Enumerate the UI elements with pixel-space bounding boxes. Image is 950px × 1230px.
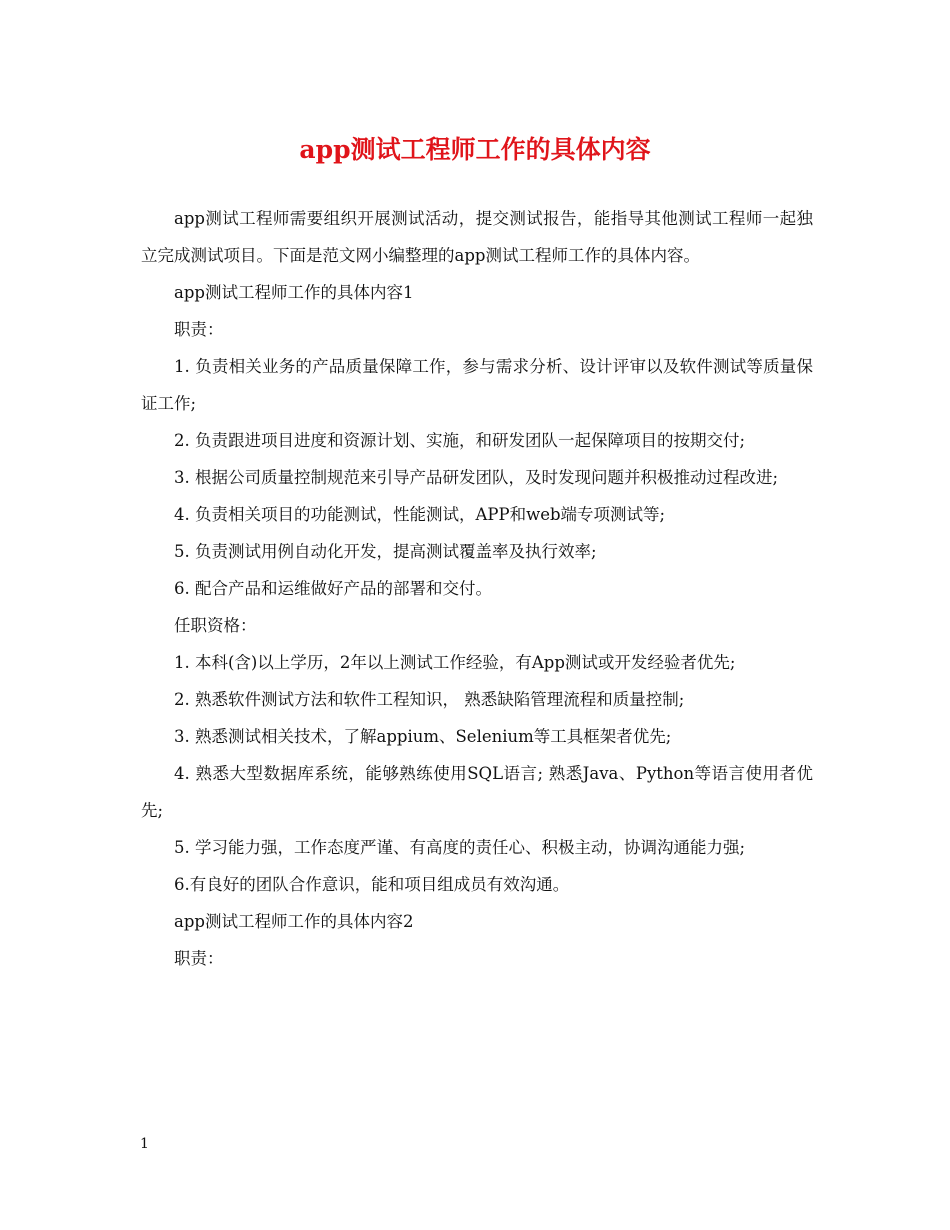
duty-item-6: 6. 配合产品和运维做好产品的部署和交付。 [174,579,492,598]
qualification-item-3: 3. 熟悉测试相关技术，了解appium、Selenium等工具框架者优先; [174,727,672,746]
duties-label-2: 职责： [174,949,224,968]
qualification-item-6: 6.有良好的团队合作意识，能和项目组成员有效沟通。 [174,875,570,894]
duty-item-1: 1. 负责相关业务的产品质量保障工作，参与需求分析、设计评审以及软件测试等质量保证工作; [141,357,813,413]
page-number: 1 [140,1136,149,1152]
duty-item-4: 4. 负责相关项目的功能测试，性能测试，APP和web端专项测试等; [174,505,666,524]
duty-item-5: 5. 负责测试用例自动化开发，提高测试覆盖率及执行效率; [174,542,597,561]
qualification-item-5: 5. 学习能力强，工作态度严谨、有高度的责任心、积极主动，协调沟通能力强; [174,838,746,857]
document-body [141,200,813,977]
duty-item-3: 3. 根据公司质量控制规范来引导产品研发团队，及时发现问题并积极推动过程改进; [174,468,779,487]
qualification-item-1: 1. 本科(含)以上学历，2年以上测试工作经验，有App测试或开发经验者优先; [174,653,736,672]
qualification-item-2: 2. 熟悉软件测试方法和软件工程知识， 熟悉缺陷管理流程和质量控制; [174,690,685,709]
section-heading-1: app测试工程师工作的具体内容1 [174,283,414,302]
duties-label-1: 职责： [174,320,224,339]
qualification-item-4: 4. 熟悉大型数据库系统，能够熟练使用SQL语言; 熟悉Java、Python等语言使用者优先; [141,764,813,820]
document-title: app测试工程师工作的具体内容 [299,135,651,164]
intro-paragraph: app测试工程师需要组织开展测试活动，提交测试报告，能指导其他测试工程师一起独立完成测试项目。下面是范文网小编整理的app测试工程师工作的具体内容。 [141,209,813,265]
duty-item-2: 2. 负责跟进项目进度和资源计划、实施，和研发团队一起保障项目的按期交付; [174,431,746,450]
qualifications-label: 任职资格： [174,616,257,635]
section-heading-2: app测试工程师工作的具体内容2 [174,912,414,931]
